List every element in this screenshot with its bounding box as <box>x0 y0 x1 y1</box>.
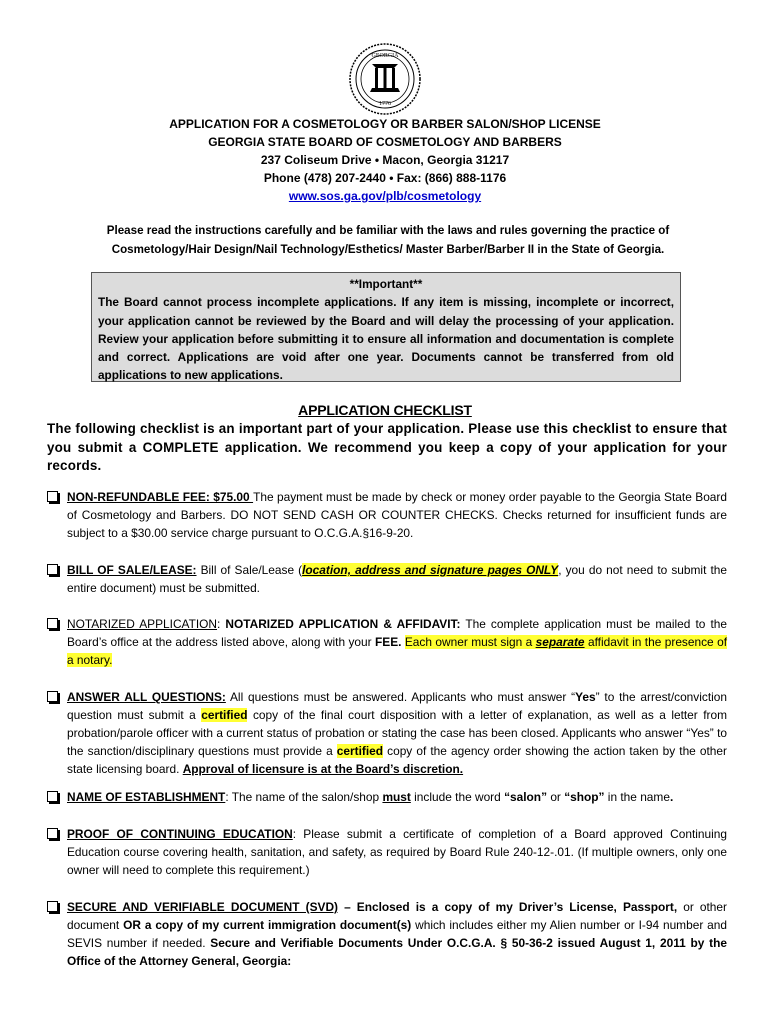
checklist-item-fee <box>47 488 727 542</box>
bill-heading: BILL OF SALE/LEASE: <box>67 563 197 577</box>
checkbox-icon[interactable] <box>47 691 58 702</box>
board-name: GEORGIA STATE BOARD OF COSMETOLOGY AND BARBERS <box>208 135 562 149</box>
checklist-title: APPLICATION CHECKLIST <box>298 402 472 418</box>
svd-heading: SECURE AND VERIFIABLE DOCUMENT (SVD) <box>67 900 338 914</box>
fee-text: The payment must be made by check or money order payable to the Georgia State Board of Cosmetology and Barbers. DO NOT SEND CASH OR COUNTER CHECKS. Checks returned for insufficient funds are subject to a $30.00 service charge pursuant to O.C.G.A.§16-9-20. <box>67 490 727 540</box>
seal-year: 1776 <box>379 101 391 107</box>
form-title: APPLICATION FOR A COSMETOLOGY OR BARBER SALON/SHOP LICENSE <box>169 117 601 131</box>
checklist-item-continuing-education: PROOF OF CONTINUING EDUCATION: Please submit a certificate of completion of a Board approved Continuing Education course covering health, sanitation, and safety, as required by Board Rule 240-12-.01. (If multiple owners, only one owner will need to complete this requirement.) <box>47 825 727 879</box>
answer-heading: ANSWER ALL QUESTIONS: <box>67 690 226 704</box>
board-website-link[interactable]: www.sos.ga.gov/plb/cosmetology <box>288 189 482 203</box>
checkbox-icon[interactable] <box>47 901 58 912</box>
board-phone-fax: Phone (478) 207-2440 • Fax: (866) 888-1176 <box>263 171 507 185</box>
board-address: 237 Coliseum Drive • Macon, Georgia 31217 <box>260 153 510 167</box>
fee-heading: NON-REFUNDABLE FEE: $75.00 <box>67 490 254 504</box>
checkbox-icon[interactable] <box>47 564 58 575</box>
checkbox-icon[interactable] <box>47 828 58 839</box>
checkbox-icon[interactable] <box>47 491 58 502</box>
georgia-state-seal-icon <box>348 42 422 116</box>
checklist-lead: The following checklist is an important part of your application. Please use this checklist to ensure that you submit a COMPLETE application. We recommend you keep a copy of your application for your records. <box>47 421 727 473</box>
important-notice-box <box>91 272 681 382</box>
notary-heading: NOTARIZED APPLICATION <box>67 617 218 631</box>
checklist-item-bill-of-sale: BILL OF SALE/LEASE: Bill of Sale/Lease (location, address and signature pages ONLY, you do not need to submit the entire document) must be submitted. <box>47 561 727 597</box>
ce-heading: PROOF OF CONTINUING EDUCATION <box>67 827 293 841</box>
important-heading: **Important** <box>349 277 423 291</box>
checklist-item-establishment-name: NAME OF ESTABLISHMENT: The name of the salon/shop must include the word “salon” or “shop” in the name. <box>47 788 727 806</box>
bill-highlight: location, address and signature pages ONLY <box>302 563 559 577</box>
checkbox-icon[interactable] <box>47 618 58 629</box>
intro-paragraph: Please read the instructions carefully and be familiar with the laws and rules governing the practice of Cosmetology/Hair Design/Nail Technology/Esthetics/ Master Barber/Barber II in the State of Georgia. <box>106 224 670 256</box>
checklist-item-answer-questions: ANSWER ALL QUESTIONS: All questions must be answered. Applicants who must answer “Yes” to the arrest/conviction question must submit a certified copy of the final court disposition with a letter of explanation, as well as a letter from probation/parole officer with a current status of probation or stating the case has been closed. Applicants who answer “Yes” to the sanction/disciplinary questions must provide a certified copy of the agency order showing the action taken by the other state licensing board. Approval of licensure is at the Board’s discretion. <box>47 688 727 778</box>
name-heading: NAME OF ESTABLISHMENT <box>67 790 226 804</box>
checklist-item-svd: SECURE AND VERIFIABLE DOCUMENT (SVD) – Enclosed is a copy of my Driver’s License, Passport, or other document OR a copy of my current immigration document(s) which includes either my Alien number or I-94 number and SEVIS number if needed. Secure and Verifiable Documents Under O.C.G.A. § 50-36-2 issued August 1, 2011 by the Office of the Attorney General, Georgia: <box>47 898 727 970</box>
checkbox-icon[interactable] <box>47 791 58 802</box>
important-text: The Board cannot process incomplete applications. If any item is missing, incomplete or incorrect, your application cannot be reviewed by the Board and will delay the processing of your application. Review your application before submitting it to ensure all information and documentation is complete and correct. Applications are void after one year. Documents cannot be transferred from old applications to new applications. <box>98 295 674 383</box>
document-header <box>0 115 770 205</box>
checklist-item-notarized: NOTARIZED APPLICATION: NOTARIZED APPLICATION & AFFIDAVIT: The complete application must be mailed to the Board’s office at the address listed above, along with your FEE. Each owner must sign a separate affidavit in the presence of a notary. <box>47 615 727 669</box>
seal-caption: GEORGIA <box>371 53 399 59</box>
